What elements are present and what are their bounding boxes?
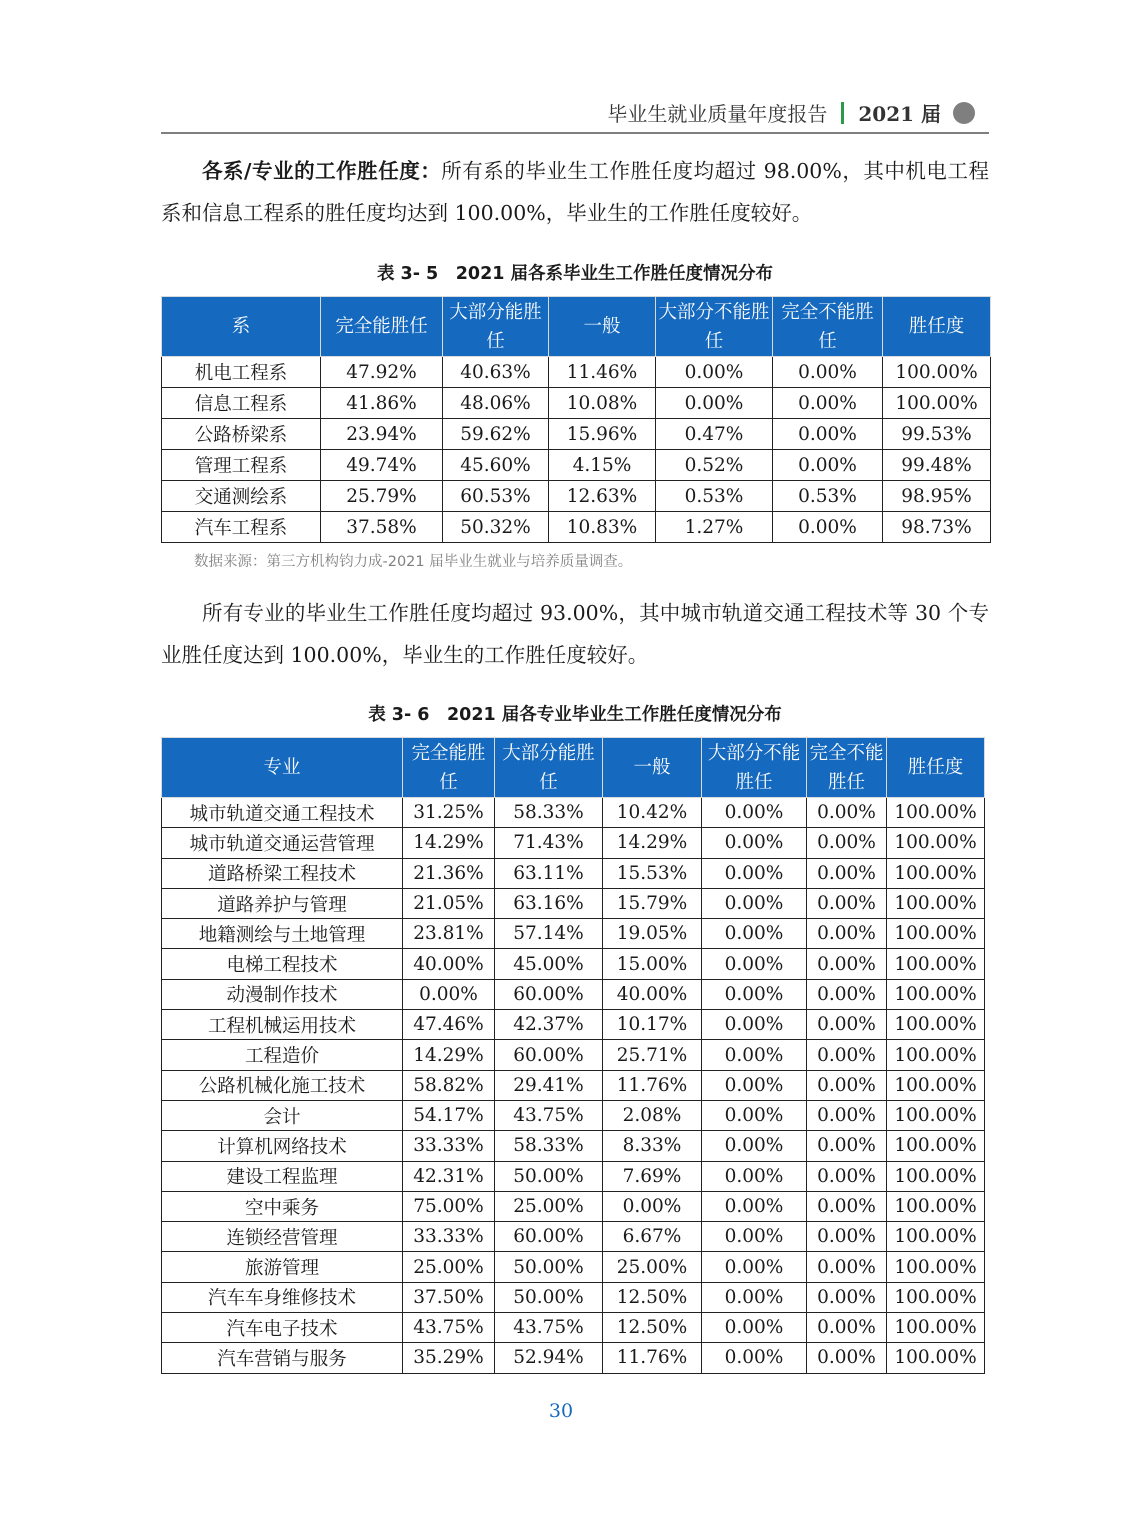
paragraph-text: 所有系的毕业生工作胜任度均超过 98.00%，其中机电工程系和信息工程系的胜任度均达到 100.00%，毕业生的工作胜任度较好。 — [161, 159, 989, 225]
table-cell: 城市轨道交通运营管理 — [162, 828, 403, 858]
table-cell: 0.00% — [807, 1313, 887, 1343]
table-cell: 14.29% — [403, 828, 495, 858]
table-caption: 表 3- 5 2021 届各系毕业生工作胜任度情况分布 — [376, 264, 774, 284]
table-cell: 0.00% — [807, 1161, 887, 1191]
table-cell: 12.50% — [603, 1313, 702, 1343]
circle-icon — [953, 102, 975, 124]
table-cell: 100.00% — [887, 858, 985, 888]
table-row — [162, 1040, 985, 1070]
table-cell: 12.63% — [549, 481, 656, 512]
table-cell: 60.53% — [443, 481, 549, 512]
table-cell: 0.00% — [807, 1100, 887, 1130]
column-header: 一般 — [603, 738, 702, 798]
table-cell: 25.79% — [321, 481, 443, 512]
table-cell: 0.00% — [807, 1010, 887, 1040]
table-cell: 0.00% — [807, 1222, 887, 1252]
table-cell: 0.00% — [702, 1070, 807, 1100]
table-cell: 0.00% — [773, 512, 883, 543]
table-cell: 8.33% — [603, 1131, 702, 1161]
table-cell: 0.00% — [807, 1040, 887, 1070]
table-cell: 0.00% — [702, 1222, 807, 1252]
table-row — [162, 357, 991, 388]
table-cell: 0.00% — [702, 979, 807, 1009]
table-row — [162, 450, 991, 481]
table-row — [162, 1070, 985, 1100]
paragraph-department-competence — [161, 150, 989, 234]
table-cell: 21.36% — [403, 858, 495, 888]
table-cell: 49.74% — [321, 450, 443, 481]
table-cell: 0.00% — [702, 1191, 807, 1221]
table-cell: 98.95% — [883, 481, 991, 512]
table-cell: 50.00% — [495, 1282, 603, 1312]
table-cell: 汽车营销与服务 — [162, 1343, 403, 1373]
paragraph-major-competence: 所有专业的毕业生工作胜任度均超过 93.00%，其中城市轨道交通工程技术等 30 个专业胜任度达到 100.00%，毕业生的工作胜任度较好。 — [161, 601, 989, 667]
table-cell: 25.00% — [403, 1252, 495, 1282]
table-cell: 0.00% — [702, 1343, 807, 1373]
table-cell: 100.00% — [887, 1343, 985, 1373]
table-row — [162, 919, 985, 949]
table-cell: 15.53% — [603, 858, 702, 888]
table-cell: 58.33% — [495, 798, 603, 828]
column-header: 大部分不能胜任 — [656, 297, 773, 357]
table-cell: 0.00% — [702, 828, 807, 858]
table-cell: 100.00% — [887, 1070, 985, 1100]
column-header: 大部分不能胜任 — [702, 738, 807, 798]
table-cell: 47.46% — [403, 1010, 495, 1040]
table-cell: 0.00% — [773, 357, 883, 388]
table-row — [162, 419, 991, 450]
table-cell: 100.00% — [887, 1131, 985, 1161]
table-row — [162, 1191, 985, 1221]
table-header-row — [162, 738, 985, 798]
table-cell: 0.00% — [807, 1343, 887, 1373]
table-cell: 25.71% — [603, 1040, 702, 1070]
table-cell: 汽车工程系 — [162, 512, 321, 543]
table-cell: 47.92% — [321, 357, 443, 388]
table-cell: 100.00% — [887, 919, 985, 949]
table-cell: 0.00% — [702, 949, 807, 979]
table-cell: 75.00% — [403, 1191, 495, 1221]
table-cell: 1.27% — [656, 512, 773, 543]
table-row — [162, 1343, 985, 1373]
data-source-note: 数据来源：第三方机构钧力成-2021 届毕业生就业与培养质量调查。 — [194, 554, 633, 570]
table-caption: 表 3- 6 2021 届各专业毕业生工作胜任度情况分布 — [368, 705, 782, 725]
column-header: 一般 — [549, 297, 656, 357]
table-cell: 45.00% — [495, 949, 603, 979]
department-competence-table — [161, 296, 991, 543]
table-cell: 60.00% — [495, 979, 603, 1009]
table-cell: 99.48% — [883, 450, 991, 481]
table-cell: 100.00% — [887, 1100, 985, 1130]
table-row — [162, 1252, 985, 1282]
header-year: 2021 届 — [858, 102, 941, 126]
table-cell: 动漫制作技术 — [162, 979, 403, 1009]
table-cell: 0.00% — [702, 1010, 807, 1040]
table-cell: 0.00% — [702, 1161, 807, 1191]
table-cell: 100.00% — [887, 1191, 985, 1221]
table-cell: 0.00% — [702, 798, 807, 828]
table-cell: 98.73% — [883, 512, 991, 543]
table-cell: 4.15% — [549, 450, 656, 481]
table-cell: 71.43% — [495, 828, 603, 858]
table-cell: 工程机械运用技术 — [162, 1010, 403, 1040]
table-row — [162, 888, 985, 918]
table-row — [162, 481, 991, 512]
table-cell: 电梯工程技术 — [162, 949, 403, 979]
table-cell: 100.00% — [887, 979, 985, 1009]
table-cell: 连锁经营管理 — [162, 1222, 403, 1252]
table-cell: 59.62% — [443, 419, 549, 450]
table-cell: 10.83% — [549, 512, 656, 543]
column-header: 胜任度 — [883, 297, 991, 357]
column-header: 完全不能胜任 — [773, 297, 883, 357]
table-cell: 40.00% — [603, 979, 702, 1009]
table-cell: 工程造价 — [162, 1040, 403, 1070]
table-row — [162, 798, 985, 828]
table-cell: 11.76% — [603, 1343, 702, 1373]
table-cell: 60.00% — [495, 1222, 603, 1252]
table-cell: 63.11% — [495, 858, 603, 888]
table-cell: 43.75% — [403, 1313, 495, 1343]
table-cell: 管理工程系 — [162, 450, 321, 481]
table-cell: 100.00% — [887, 1313, 985, 1343]
table-cell: 40.63% — [443, 357, 549, 388]
column-header: 大部分能胜任 — [495, 738, 603, 798]
table-cell: 6.67% — [603, 1222, 702, 1252]
table-cell: 100.00% — [883, 388, 991, 419]
table-cell: 100.00% — [883, 357, 991, 388]
table-row — [162, 828, 985, 858]
table-cell: 11.76% — [603, 1070, 702, 1100]
table-cell: 0.00% — [702, 1282, 807, 1312]
table-cell: 52.94% — [495, 1343, 603, 1373]
table-cell: 0.00% — [702, 1100, 807, 1130]
table-cell: 33.33% — [403, 1222, 495, 1252]
table-cell: 0.00% — [702, 858, 807, 888]
table-cell: 100.00% — [887, 1222, 985, 1252]
table-row — [162, 979, 985, 1009]
table-cell: 63.16% — [495, 888, 603, 918]
table-cell: 29.41% — [495, 1070, 603, 1100]
table-cell: 37.58% — [321, 512, 443, 543]
table-cell: 25.00% — [603, 1252, 702, 1282]
table-cell: 0.00% — [702, 888, 807, 918]
table-cell: 0.00% — [807, 798, 887, 828]
table-cell: 42.31% — [403, 1161, 495, 1191]
table-cell: 0.00% — [773, 419, 883, 450]
table-cell: 0.00% — [807, 858, 887, 888]
table-cell: 0.00% — [807, 1131, 887, 1161]
table-cell: 0.00% — [807, 1252, 887, 1282]
table-cell: 50.32% — [443, 512, 549, 543]
table-cell: 14.29% — [403, 1040, 495, 1070]
table-cell: 100.00% — [887, 949, 985, 979]
table-cell: 空中乘务 — [162, 1191, 403, 1221]
table-cell: 35.29% — [403, 1343, 495, 1373]
table-cell: 汽车车身维修技术 — [162, 1282, 403, 1312]
table-cell: 48.06% — [443, 388, 549, 419]
table-cell: 机电工程系 — [162, 357, 321, 388]
page-number: 30 — [548, 1400, 574, 1422]
table-cell: 0.00% — [807, 1070, 887, 1100]
table-cell: 33.33% — [403, 1131, 495, 1161]
table-cell: 交通测绘系 — [162, 481, 321, 512]
table-row — [162, 1010, 985, 1040]
table-cell: 50.00% — [495, 1252, 603, 1282]
table-cell: 10.42% — [603, 798, 702, 828]
table-cell: 40.00% — [403, 949, 495, 979]
table-cell: 11.46% — [549, 357, 656, 388]
table-row — [162, 1131, 985, 1161]
table-row — [162, 1313, 985, 1343]
table-cell: 41.86% — [321, 388, 443, 419]
table-cell: 31.25% — [403, 798, 495, 828]
table-cell: 道路养护与管理 — [162, 888, 403, 918]
table-cell: 0.00% — [773, 450, 883, 481]
table-cell: 会计 — [162, 1100, 403, 1130]
table-row — [162, 949, 985, 979]
table-cell: 7.69% — [603, 1161, 702, 1191]
table-cell: 0.00% — [807, 919, 887, 949]
table-cell: 公路机械化施工技术 — [162, 1070, 403, 1100]
table-cell: 57.14% — [495, 919, 603, 949]
major-competence-table — [161, 737, 985, 1374]
table-cell: 100.00% — [887, 1010, 985, 1040]
table-cell: 10.17% — [603, 1010, 702, 1040]
table-cell: 地籍测绘与土地管理 — [162, 919, 403, 949]
table-cell: 15.79% — [603, 888, 702, 918]
table-row — [162, 858, 985, 888]
table-cell: 0.00% — [702, 1040, 807, 1070]
column-header: 胜任度 — [887, 738, 985, 798]
paragraph-lead: 各系/专业的工作胜任度： — [202, 159, 442, 183]
table-cell: 0.00% — [702, 1313, 807, 1343]
table-cell: 0.53% — [656, 481, 773, 512]
column-header: 专业 — [162, 738, 403, 798]
table-cell: 10.08% — [549, 388, 656, 419]
table-cell: 100.00% — [887, 828, 985, 858]
table-cell: 城市轨道交通工程技术 — [162, 798, 403, 828]
table-cell: 0.00% — [807, 979, 887, 1009]
table-cell: 0.53% — [773, 481, 883, 512]
table-row — [162, 1282, 985, 1312]
table-cell: 0.52% — [656, 450, 773, 481]
table-cell: 旅游管理 — [162, 1252, 403, 1282]
table-cell: 信息工程系 — [162, 388, 321, 419]
table-cell: 58.33% — [495, 1131, 603, 1161]
column-header: 完全能胜任 — [321, 297, 443, 357]
table-header-row — [162, 297, 991, 357]
table-cell: 43.75% — [495, 1313, 603, 1343]
table-row — [162, 388, 991, 419]
table-cell: 100.00% — [887, 1252, 985, 1282]
table-cell: 0.00% — [702, 1131, 807, 1161]
table-cell: 14.29% — [603, 828, 702, 858]
page-header — [161, 92, 989, 134]
table-cell: 建设工程监理 — [162, 1161, 403, 1191]
table-cell: 0.00% — [702, 919, 807, 949]
table-cell: 0.00% — [656, 357, 773, 388]
table-cell: 60.00% — [495, 1040, 603, 1070]
table-cell: 0.00% — [807, 949, 887, 979]
table-row — [162, 1161, 985, 1191]
column-header: 完全不能胜任 — [807, 738, 887, 798]
table-cell: 58.82% — [403, 1070, 495, 1100]
table-cell: 100.00% — [887, 1040, 985, 1070]
table-cell: 100.00% — [887, 1161, 985, 1191]
table-cell: 0.00% — [807, 828, 887, 858]
table-row — [162, 1100, 985, 1130]
table-cell: 12.50% — [603, 1282, 702, 1312]
table-cell: 0.00% — [603, 1191, 702, 1221]
table-row — [162, 1222, 985, 1252]
table-cell: 45.60% — [443, 450, 549, 481]
table-cell: 15.00% — [603, 949, 702, 979]
table-cell: 19.05% — [603, 919, 702, 949]
table-cell: 0.00% — [403, 979, 495, 1009]
table-cell: 道路桥梁工程技术 — [162, 858, 403, 888]
table-cell: 100.00% — [887, 1282, 985, 1312]
table-cell: 0.00% — [807, 1191, 887, 1221]
table-cell: 100.00% — [887, 888, 985, 918]
table-cell: 43.75% — [495, 1100, 603, 1130]
table-cell: 23.81% — [403, 919, 495, 949]
table-cell: 0.00% — [773, 388, 883, 419]
table-cell: 50.00% — [495, 1161, 603, 1191]
header-title: 毕业生就业质量年度报告 — [607, 102, 828, 126]
table-cell: 15.96% — [549, 419, 656, 450]
column-header: 系 — [162, 297, 321, 357]
table-cell: 99.53% — [883, 419, 991, 450]
table-cell: 21.05% — [403, 888, 495, 918]
column-header: 完全能胜任 — [403, 738, 495, 798]
table-cell: 23.94% — [321, 419, 443, 450]
table-cell: 0.00% — [702, 1252, 807, 1282]
header-separator — [841, 102, 844, 124]
table-cell: 0.47% — [656, 419, 773, 450]
table-cell: 0.00% — [807, 1282, 887, 1312]
table-cell: 42.37% — [495, 1010, 603, 1040]
table-cell: 2.08% — [603, 1100, 702, 1130]
table-cell: 汽车电子技术 — [162, 1313, 403, 1343]
table-cell: 100.00% — [887, 798, 985, 828]
table-cell: 0.00% — [807, 888, 887, 918]
table-cell: 公路桥梁系 — [162, 419, 321, 450]
table-cell: 25.00% — [495, 1191, 603, 1221]
table-cell: 0.00% — [656, 388, 773, 419]
table-cell: 37.50% — [403, 1282, 495, 1312]
table-cell: 54.17% — [403, 1100, 495, 1130]
table-row — [162, 512, 991, 543]
column-header: 大部分能胜任 — [443, 297, 549, 357]
table-cell: 计算机网络技术 — [162, 1131, 403, 1161]
